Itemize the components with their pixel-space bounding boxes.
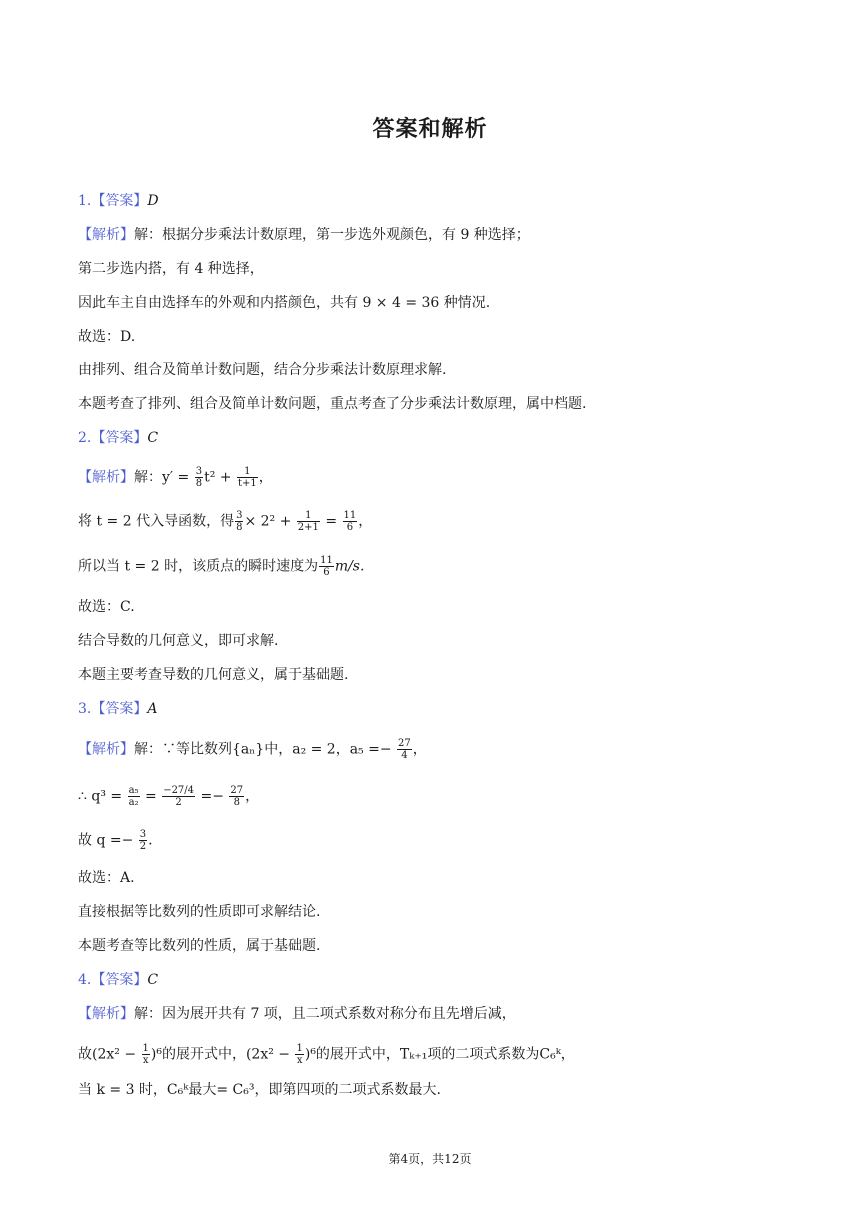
- q2-analysis-line-2: [78, 510, 372, 533]
- q2-analysis-line-3: [78, 555, 364, 578]
- q4-answer-line: [78, 971, 158, 989]
- q4-l2-frac2-den: x: [296, 1055, 303, 1066]
- q2-l1-frac2-den: t+1: [237, 478, 257, 489]
- q3-l2-frac1-den: a₂: [128, 797, 139, 808]
- q3-l2-frac3: [229, 785, 244, 808]
- q1-answer-line: [78, 192, 159, 210]
- q3-l1-frac-den: 4: [401, 750, 408, 761]
- q2-l2-frac1: [235, 510, 243, 533]
- q2-l2-frac3-den: 6: [346, 522, 354, 533]
- q2-l1-mid: t² +: [204, 469, 236, 486]
- q3-l1-frac: [397, 738, 412, 761]
- q3-analysis-line-2: [78, 785, 259, 808]
- q3-analysis-tag: 【解析】: [78, 741, 134, 758]
- q3-answer-tag: 【答案】: [91, 701, 148, 717]
- q2-l3-pre: 所以当 t = 2 时，该质点的瞬时速度为: [78, 558, 319, 575]
- q2-l2-mid: × 2² +: [244, 513, 296, 530]
- q2-l1-frac1-num: 3: [195, 466, 203, 477]
- q3-l2-frac3-num: 27: [230, 785, 244, 796]
- q4-l2-frac1: [142, 1043, 150, 1066]
- page-title: 答案和解析: [372, 117, 488, 142]
- q2-l2-frac2-num: 1: [297, 510, 320, 522]
- q2-l2-pre: 将 t = 2 代入导函数，得: [78, 513, 235, 530]
- q3-l2-frac2-num: −27/4: [163, 785, 195, 796]
- q3-l2-post: ，: [245, 788, 260, 805]
- q3-analysis-line-3: [78, 829, 153, 852]
- q4-l2-frac1-den: x: [142, 1055, 149, 1066]
- q1-text-1: 解：根据分步乘法计数原理，第一步选外观颜色，有 9 种选择；: [134, 227, 530, 243]
- q2-analysis-tag: 【解析】: [78, 469, 134, 486]
- q1-text-4: 故选：D.: [78, 329, 136, 345]
- q2-analysis-line-1: [78, 466, 273, 489]
- q2-l2-frac1-den: 8: [236, 522, 243, 533]
- q3-l3-pre: 故 q =−: [78, 832, 138, 849]
- q2-answer-tag: 【答案】: [91, 430, 148, 446]
- q3-l1-pre: 解：∵等比数列{aₙ}中，a₂ = 2，a₅ =−: [134, 741, 397, 758]
- q4-analysis-line-2: [78, 1043, 575, 1066]
- q3-text-6: 本题考查等比数列的性质，属于基础题.: [78, 938, 321, 954]
- q1-answer-tag: 【答案】: [91, 193, 148, 209]
- page-footer: 第4页，共12页: [388, 1152, 472, 1166]
- q2-l2-frac2-den: 2+1: [297, 522, 319, 533]
- q2-l1-pre: 解：y′ =: [134, 469, 194, 486]
- q3-l2-frac2: [162, 785, 195, 808]
- q3-l3-frac: [139, 829, 147, 852]
- q2-l3-frac-num: 11: [320, 555, 333, 566]
- q3-l2-frac2-den: 2: [175, 797, 182, 808]
- q4-text-1: 解：因为展开共有 7 项，且二项式系数对称分布且先增后减，: [134, 1006, 516, 1022]
- q2-l1-frac1-den: 8: [195, 478, 203, 489]
- q1-answer: D: [147, 193, 159, 209]
- q3-analysis-line-1: [78, 738, 427, 761]
- q1-text-5: 由排列、组合及简单计数问题，结合分步乘法计数原理求解.: [78, 362, 447, 378]
- q4-answer: C: [147, 972, 159, 988]
- q2-l3-post: m/s.: [334, 558, 365, 575]
- q2-answer-line: [78, 429, 158, 447]
- q2-l2-frac3-num: 11: [343, 510, 357, 521]
- q4-l2-frac2: [295, 1043, 303, 1066]
- q1-text-6: 本题考查了排列、组合及简单计数问题，重点考查了分步乘法计数原理，属中档题.: [78, 396, 587, 412]
- q2-l1-frac2-num: 1: [237, 466, 258, 478]
- q3-answer-line: [78, 700, 157, 718]
- q3-l2-frac1: [128, 785, 140, 808]
- q1-analysis-tag: 【解析】: [78, 227, 134, 243]
- q1-analysis-line-1: [78, 226, 530, 244]
- q2-l2-frac1-num: 3: [236, 510, 243, 521]
- q2-l1-post: ，: [258, 469, 273, 486]
- q4-l2-b: )⁶的展开式中，(2x² −: [150, 1046, 295, 1063]
- q4-analysis-tag: 【解析】: [78, 1006, 134, 1022]
- q3-text-4: 故选：A.: [78, 870, 135, 886]
- q3-l1-post: ，: [412, 741, 427, 758]
- q2-l2-frac2: [297, 510, 320, 533]
- q3-text-5: 直接根据等比数列的性质即可求解结论.: [78, 904, 321, 920]
- q4-analysis-line-1: [78, 1005, 516, 1023]
- q3-l2-eq2: =−: [196, 788, 229, 805]
- q3-answer: A: [147, 701, 158, 717]
- q2-l3-frac: [319, 555, 334, 578]
- q3-l2-pre: ∴ q³ =: [78, 788, 127, 805]
- q2-number: 2.: [78, 430, 92, 446]
- q2-text-6: 本题主要考查导数的几何意义，属于基础题.: [78, 667, 349, 683]
- q3-l2-frac1-num: a₅: [128, 785, 139, 796]
- q1-number: 1.: [78, 193, 92, 209]
- q4-answer-tag: 【答案】: [91, 972, 148, 988]
- q4-l2-frac1-num: 1: [142, 1043, 149, 1054]
- q2-l2-frac3: [343, 510, 358, 533]
- q2-answer: C: [147, 430, 159, 446]
- q3-l1-frac-num: 27: [398, 738, 411, 749]
- q2-l3-frac-den: 6: [323, 567, 330, 578]
- q3-l2-frac3-den: 8: [233, 797, 240, 808]
- q4-l2-c: )⁶的展开式中，Tₖ₊₁项的二项式系数为C₆ᵏ，: [304, 1046, 575, 1063]
- q3-l3-post: .: [148, 832, 153, 849]
- q2-l1-frac2: [237, 466, 258, 489]
- q3-number: 3.: [78, 701, 92, 717]
- q1-text-2: 第二步选内搭，有 4 种选择，: [78, 261, 264, 277]
- q4-text-3: 当 k = 3 时，C₆ᵏ最大= C₆³，即第四项的二项式系数最大.: [78, 1082, 441, 1098]
- q2-text-4: 故选：C.: [78, 599, 135, 615]
- q2-l1-frac1: [195, 466, 203, 489]
- q4-number: 4.: [78, 972, 92, 988]
- q3-l2-eq1: =: [140, 788, 162, 805]
- q2-l2-post: ，: [358, 513, 373, 530]
- q2-l2-eq: =: [320, 513, 342, 530]
- q1-text-3: 因此车主自由选择车的外观和内搭颜色，共有 9 × 4 = 36 种情况.: [78, 295, 491, 311]
- q3-l3-frac-den: 2: [139, 841, 147, 852]
- q3-l3-frac-num: 3: [139, 829, 147, 840]
- q4-l2-frac2-num: 1: [296, 1043, 303, 1054]
- q4-l2-a: 故(2x² −: [78, 1046, 141, 1063]
- q2-text-5: 结合导数的几何意义，即可求解.: [78, 633, 279, 649]
